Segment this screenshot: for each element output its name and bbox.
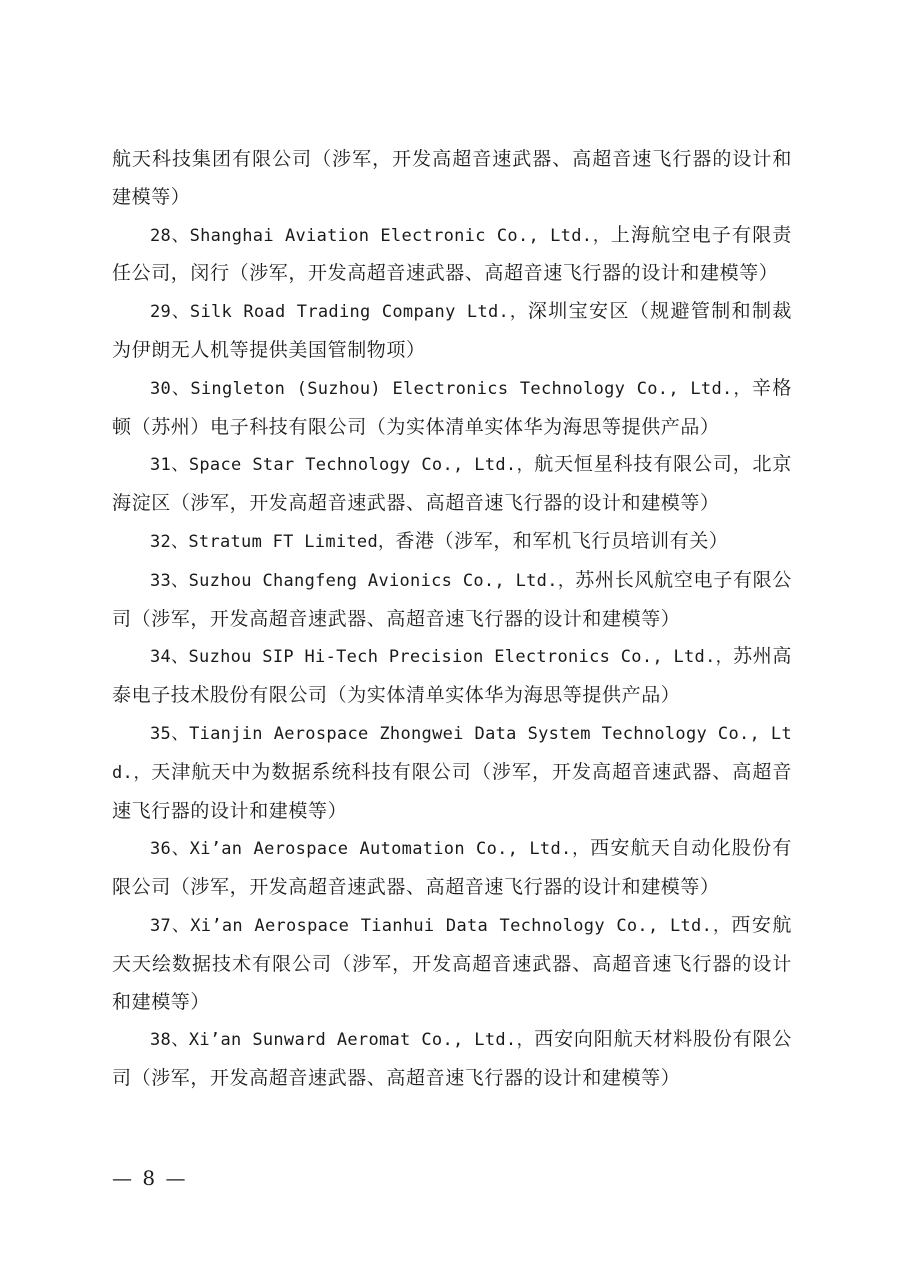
entity-english-name: 31、Space Star Technology Co., Ltd.，	[150, 455, 535, 476]
entity-english-name: 28、Shanghai Aviation Electronic Co., Ltd.，	[150, 225, 611, 246]
entity-item-31	[112, 446, 792, 523]
entity-item-36	[112, 830, 792, 907]
entity-item-29	[112, 293, 792, 370]
entity-item-33	[112, 562, 792, 639]
entity-item-32	[112, 523, 792, 562]
entity-english-name: 37、Xi’an Aerospace Tianhui Data Technology Co., Ltd.，	[150, 915, 732, 936]
entity-description: 香港（涉军，和军机飞行员培训有关）	[395, 529, 729, 552]
entity-description: 天津航天中为数据系统科技有限公司（涉军，开发高超音速武器、高超音速飞行器的设计和建模等）	[112, 760, 792, 822]
entity-description: 上海航空电子有限责任公司，闵行（涉军，开发高超音速武器、高超音速飞行器的设计和建模等）	[112, 223, 792, 285]
entity-item-38	[112, 1021, 792, 1098]
entity-item-35	[112, 715, 792, 830]
entity-description: 西安航天天绘数据技术有限公司（涉军，开发高超音速武器、高超音速飞行器的设计和建模等）	[112, 913, 792, 1013]
entity-description: 苏州长风航空电子有限公司（涉军，开发高超音速武器、高超音速飞行器的设计和建模等）	[112, 568, 792, 630]
entity-english-name: 32、Stratum FT Limited，	[150, 531, 396, 552]
entity-english-name: 30、Singleton (Suzhou) Electronics Technology Co., Ltd.，	[150, 378, 752, 399]
entity-english-name: 34、Suzhou SIP Hi-Tech Precision Electronics Co., Ltd.，	[150, 647, 734, 668]
entity-description: 深圳宝安区（规避管制和制裁为伊朗无人机等提供美国管制物项）	[112, 300, 792, 361]
entity-item-30	[112, 370, 792, 447]
entity-description: 辛格顿（苏州）电子科技有限公司（为实体清单实体华为海思等提供产品）	[112, 376, 792, 438]
entity-item-34	[112, 638, 792, 715]
entity-english-name: 38、Xi’an Sunward Aeromat Co., Ltd.，	[150, 1030, 535, 1051]
entity-description: 苏州高泰电子技术股份有限公司（为实体清单实体华为海思等提供产品）	[112, 645, 792, 707]
entity-english-name: 35、Tianjin Aerospace Zhongwei Data System Technology Co., Ltd.，	[112, 723, 792, 783]
entity-continuation	[112, 141, 792, 217]
entity-item-28	[112, 217, 792, 294]
entity-item-37	[112, 907, 792, 1021]
entity-english-name: 29、Silk Road Trading Company Ltd.，	[150, 302, 528, 323]
entity-description: 航天科技集团有限公司（涉军，开发高超音速武器、高超音速飞行器的设计和建模等）	[112, 148, 792, 208]
entity-description: 西安航天自动化股份有限公司（涉军，开发高超音速武器、高超音速飞行器的设计和建模等）	[112, 837, 792, 899]
entity-english-name: 33、Suzhou Changfeng Avionics Co., Ltd.，	[150, 570, 576, 591]
document-body	[112, 141, 792, 1098]
page-number: — 8 —	[112, 1166, 188, 1190]
entity-description: 西安向阳航天材料股份有限公司（涉军，开发高超音速武器、高超音速飞行器的设计和建模等）	[112, 1028, 792, 1090]
entity-description: 航天恒星科技有限公司，北京海淀区（涉军，开发高超音速武器、高超音速飞行器的设计和建模等）	[112, 453, 792, 515]
entity-english-name: 36、Xi’an Aerospace Automation Co., Ltd.，	[150, 839, 591, 860]
